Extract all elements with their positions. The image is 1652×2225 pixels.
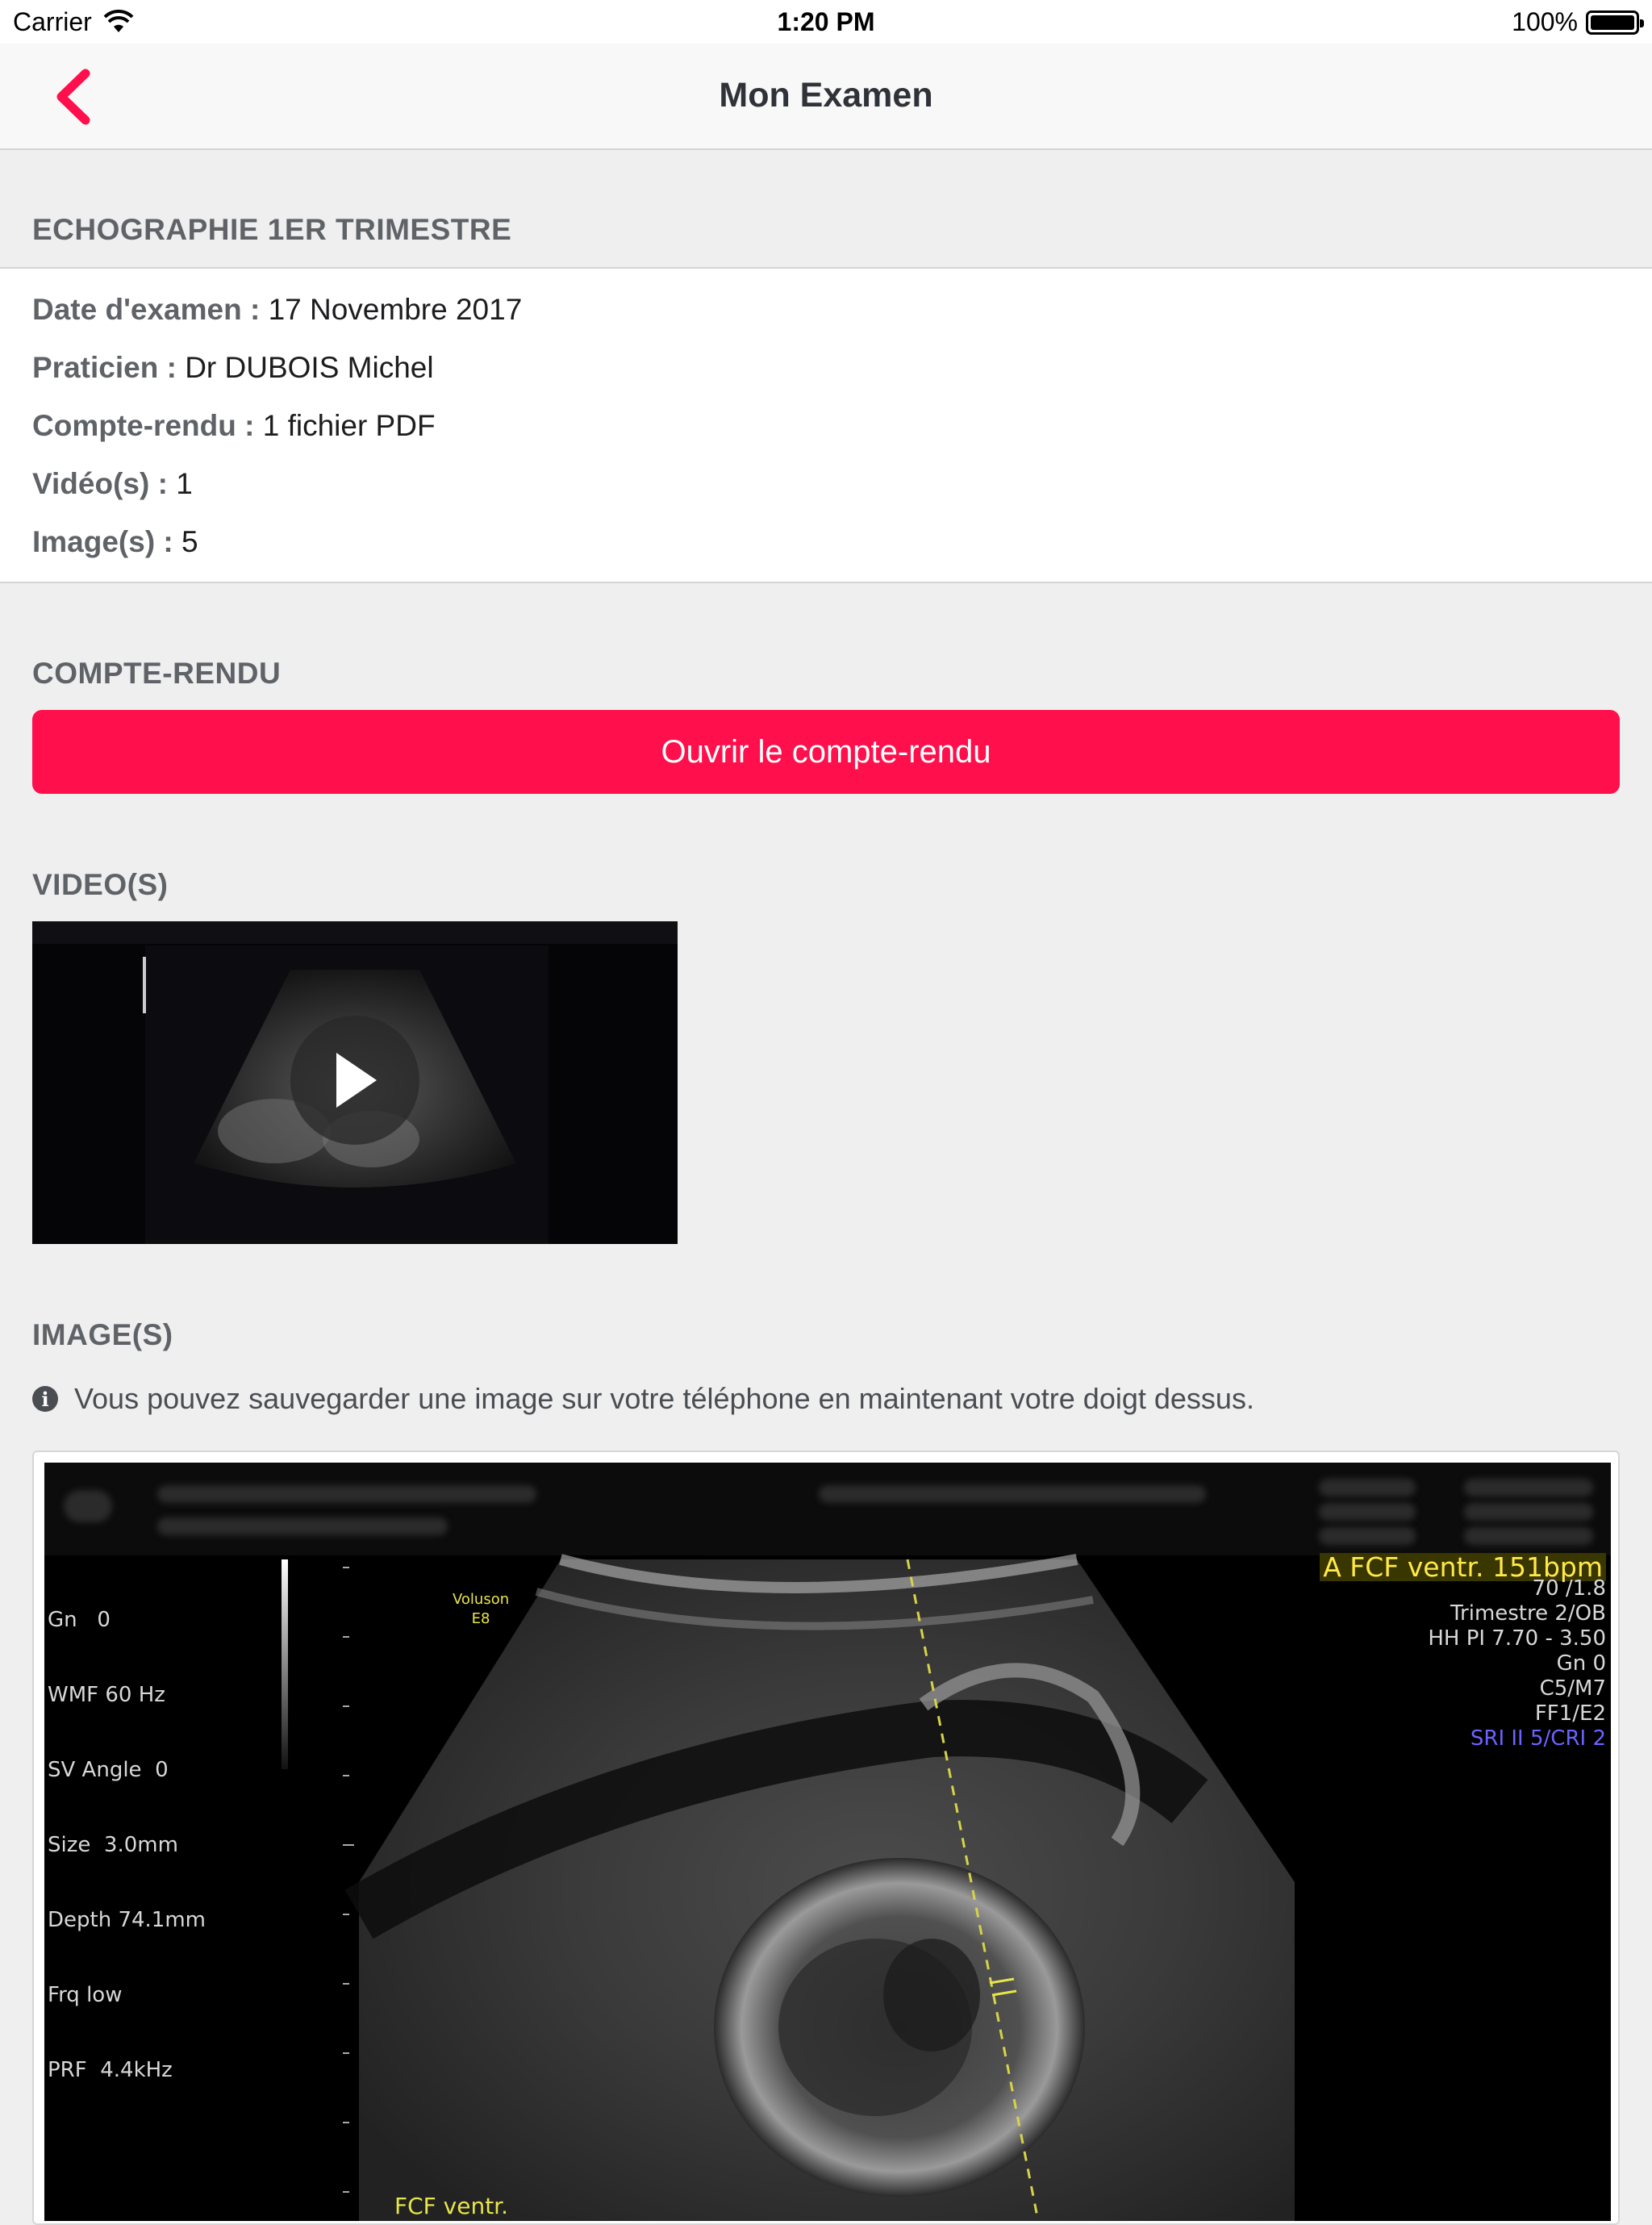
status-time: 1:20 PM — [777, 7, 875, 36]
info-value: 5 — [181, 525, 198, 558]
battery-status — [1512, 7, 1639, 37]
scan-param: SV Angle 0 — [48, 1758, 169, 1782]
device-name: Voluson — [453, 1591, 510, 1608]
ultrasound-image[interactable] — [44, 1463, 1611, 2221]
scan-param: Gn 0 — [1556, 1651, 1606, 1676]
page-title: Mon Examen — [719, 76, 933, 115]
fcf-label: FCF ventr. — [394, 2193, 509, 2219]
scan-param: HH PI 7.70 - 3.50 — [1428, 1626, 1606, 1651]
info-row-practitioner — [32, 351, 434, 385]
scan-param: Size 3.0mm — [48, 1833, 178, 1857]
scan-parameters-right — [1320, 1553, 1606, 1751]
scan-param: FF1/E2 — [1534, 1701, 1606, 1726]
scan-param: Frq low — [48, 1983, 123, 2007]
save-image-hint-text: Vous pouvez sauvegarder une image sur votre téléphone en maintenant votre doigt dessus. — [74, 1382, 1254, 1415]
device-model: E8 — [471, 1610, 490, 1627]
scan-param: Depth 74.1mm — [48, 1908, 206, 1932]
battery-percent: 100% — [1512, 7, 1578, 36]
scan-param: C5/M7 — [1539, 1676, 1606, 1701]
battery-icon — [1586, 10, 1639, 35]
scan-param: Gn 0 — [48, 1608, 111, 1632]
info-value: 17 Novembre 2017 — [268, 293, 523, 326]
info-key: Praticien : — [32, 351, 177, 384]
exam-info-card — [0, 267, 1652, 583]
carrier-label: Carrier — [13, 7, 92, 36]
exam-title: ECHOGRAPHIE 1ER TRIMESTRE — [32, 213, 512, 246]
info-key: Image(s) : — [32, 525, 173, 558]
info-icon: i — [32, 1386, 58, 1412]
play-icon — [327, 1048, 383, 1112]
open-report-button[interactable]: Ouvrir le compte-rendu — [32, 710, 1620, 794]
play-button[interactable] — [290, 1016, 419, 1145]
info-key: Compte-rendu : — [32, 409, 255, 442]
scan-param: PRF 4.4kHz — [48, 2058, 173, 2082]
info-row-videos — [32, 467, 193, 501]
save-image-hint — [32, 1382, 1254, 1416]
info-row-date — [32, 293, 522, 327]
scan-param: 70 /1.8 — [1532, 1576, 1606, 1601]
scan-parameters-left — [48, 1558, 206, 2133]
scan-param: WMF 60 Hz — [48, 1683, 165, 1707]
device-label — [453, 1590, 509, 1629]
image-card — [32, 1451, 1620, 2225]
heart-rate-measurement: A FCF ventr. 151bpm — [1320, 1553, 1606, 1581]
navigation-bar — [0, 44, 1652, 150]
info-key: Vidéo(s) : — [32, 467, 168, 500]
status-bar — [0, 0, 1652, 44]
info-key: Date d'examen : — [32, 293, 261, 326]
info-row-report — [32, 409, 436, 443]
info-value: Dr DUBOIS Michel — [185, 351, 434, 384]
info-row-images — [32, 525, 198, 559]
images-section-header: IMAGE(S) — [32, 1318, 173, 1351]
scan-param: Trimestre 2/OB — [1450, 1601, 1606, 1626]
report-section-header: COMPTE-RENDU — [32, 657, 282, 690]
info-value: 1 — [176, 467, 193, 500]
videos-section-header: VIDEO(S) — [32, 868, 169, 901]
scan-param-sri: SRI II 5/CRI 2 — [1470, 1726, 1606, 1751]
info-value: 1 fichier PDF — [262, 409, 436, 442]
video-thumbnail[interactable] — [32, 921, 678, 1244]
